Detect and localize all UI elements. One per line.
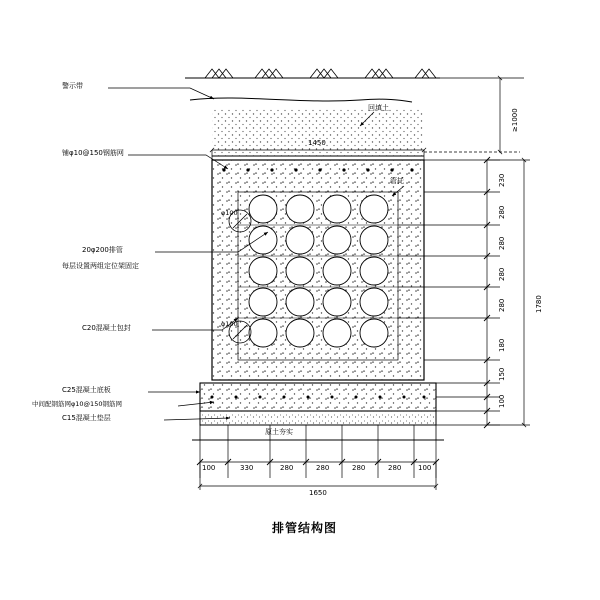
dim-text-b0: 100 bbox=[202, 464, 216, 472]
backfill-zone bbox=[212, 108, 424, 156]
label-fix-note: 每层设置两组定位架固定 bbox=[62, 262, 139, 270]
dim-bottom-chain bbox=[197, 425, 439, 490]
label-warning-tape: 警示带 bbox=[62, 82, 83, 90]
label-mesh-top: 铺φ10@150钢筋网 bbox=[62, 149, 124, 157]
label-mid-mesh: 中间配钢筋网φ10@150钢筋网 bbox=[32, 400, 122, 408]
dim-text-r4: 280 bbox=[498, 298, 506, 312]
label-cushion-c15: C15混凝土垫层 bbox=[62, 414, 111, 422]
dim-text-r5: 180 bbox=[498, 338, 506, 352]
dim-text-b3: 280 bbox=[316, 464, 330, 472]
label-base-c25: C25混凝土底板 bbox=[62, 386, 111, 394]
label-pipe-support: 管托 bbox=[390, 177, 404, 185]
dim-text-r1: 280 bbox=[498, 205, 506, 219]
dim-text-r2: 280 bbox=[498, 236, 506, 250]
dim-text-bottom-total: 1650 bbox=[309, 489, 327, 497]
dim-cover-depth bbox=[424, 78, 524, 152]
dim-text-top-width: 1450 bbox=[308, 139, 326, 147]
warning-tape-line bbox=[190, 98, 412, 102]
label-backfill: 回填土 bbox=[368, 104, 389, 112]
base-slab bbox=[200, 383, 436, 411]
ground-line bbox=[185, 69, 440, 78]
label-pipes-20: 20φ200排管 bbox=[82, 246, 123, 254]
dim-text-r6: 150 bbox=[498, 367, 506, 381]
label-compacted-soil: 原土夯实 bbox=[265, 428, 293, 436]
dim-text-r0: 230 bbox=[498, 173, 506, 187]
dim-text-r3: 280 bbox=[498, 267, 506, 281]
dim-text-b4: 280 bbox=[352, 464, 366, 472]
dim-text-r7: 100 bbox=[498, 394, 506, 408]
dim-text-right-overall: 1780 bbox=[535, 295, 543, 313]
label-duct-dia-lower: φ100 bbox=[221, 320, 238, 328]
drawing-title: 排管结构图 bbox=[272, 521, 338, 535]
label-duct-dia-upper: φ100 bbox=[221, 209, 238, 217]
concrete-encasement bbox=[212, 160, 424, 380]
cushion-layer bbox=[200, 411, 436, 425]
compacted-soil-base bbox=[192, 425, 444, 440]
dim-text-cover-depth: ≥1000 bbox=[511, 108, 519, 132]
dim-text-b2: 280 bbox=[280, 464, 294, 472]
dim-text-b5: 280 bbox=[388, 464, 402, 472]
dim-text-b1: 330 bbox=[240, 464, 254, 472]
label-concrete-c20: C20混凝土包封 bbox=[82, 324, 131, 332]
dim-text-b6: 100 bbox=[418, 464, 432, 472]
